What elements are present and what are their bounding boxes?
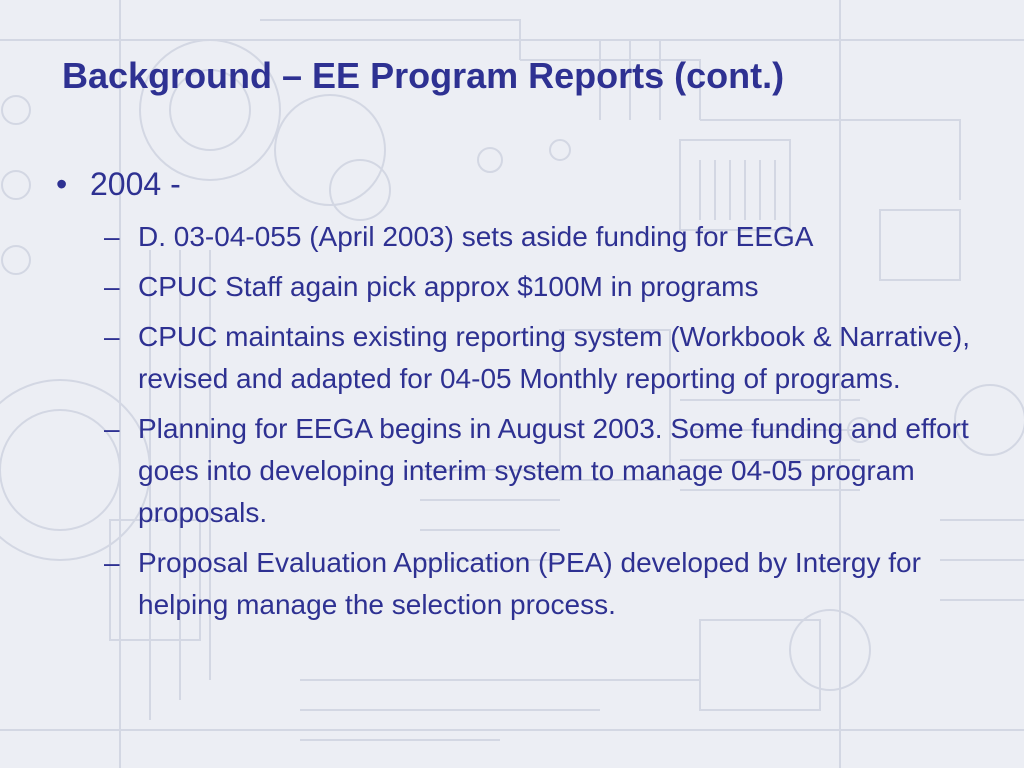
dash-marker: – [104,547,120,578]
sub-bullet [104,316,984,400]
main-bullet [56,162,181,206]
dash-marker: – [104,271,120,302]
sub-bullet [104,216,984,258]
sub-bullet-text: CPUC Staff again pick approx $100M in programs [138,271,759,302]
sub-bullet-text: D. 03-04-055 (April 2003) sets aside funding for EEGA [138,221,814,252]
dash-marker: – [104,321,120,352]
sub-bullet-text: Proposal Evaluation Application (PEA) developed by Intergy for helping manage the selection process. [138,547,921,620]
dash-marker: – [104,413,120,444]
dash-marker: – [104,221,120,252]
bullet-marker: • [56,166,68,202]
sub-bullet [104,266,984,308]
sub-bullet-text: CPUC maintains existing reporting system (Workbook & Narrative), revised and adapted for 04-05 Monthly reporting of programs. [138,321,970,394]
slide-title: Background – EE Program Reports (cont.) [62,55,785,96]
main-bullet-text: 2004 - [90,166,181,202]
sub-bullet-text: Planning for EEGA begins in August 2003. Some funding and effort goes into developing interim system to manage 04-05 program proposals. [138,413,969,528]
sub-bullet [104,542,984,626]
sub-bullet-list [104,216,984,634]
sub-bullet [104,408,984,534]
